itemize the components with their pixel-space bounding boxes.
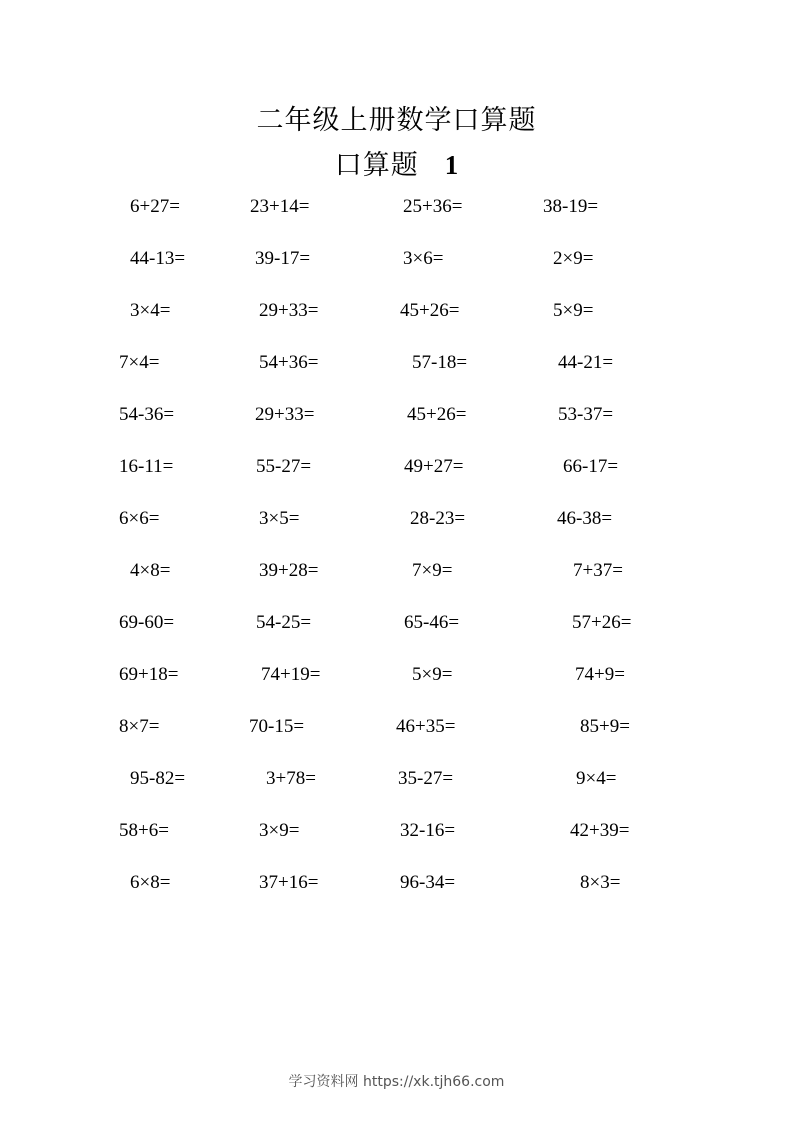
problem-r8-c3: 7×9= [412, 560, 453, 581]
problem-r2-c4: 2×9= [553, 248, 594, 269]
problem-r7-c1: 6×6= [119, 508, 160, 529]
problem-r1-c4: 38-19= [543, 196, 599, 217]
problem-r12-c3: 35-27= [398, 768, 454, 789]
problem-r4-c1: 7×4= [119, 352, 160, 373]
problem-r10-c2: 74+19= [261, 664, 321, 685]
problem-r13-c1: 58+6= [119, 820, 169, 841]
problem-r11-c2: 70-15= [249, 716, 305, 737]
problem-r4-c3: 57-18= [412, 352, 468, 373]
page-title: 二年级上册数学口算题 [256, 105, 537, 136]
problem-r11-c4: 85+9= [580, 716, 630, 737]
problem-r11-c3: 46+35= [396, 716, 456, 737]
problem-r5-c1: 54-36= [119, 404, 175, 425]
problem-r2-c1: 44-13= [130, 248, 186, 269]
problem-r11-c1: 8×7= [119, 716, 160, 737]
problem-r13-c3: 32-16= [400, 820, 456, 841]
subtitle-number: 1 [444, 150, 459, 180]
problem-r5-c2: 29+33= [255, 404, 315, 425]
problem-r14-c3: 96-34= [400, 872, 456, 893]
problem-r5-c3: 45+26= [407, 404, 467, 425]
problem-r14-c2: 37+16= [259, 872, 319, 893]
problem-r8-c2: 39+28= [259, 560, 319, 581]
problem-r7-c4: 46-38= [557, 508, 613, 529]
problem-r9-c1: 69-60= [119, 612, 175, 633]
problem-r6-c1: 16-11= [119, 456, 174, 477]
problem-r5-c4: 53-37= [558, 404, 614, 425]
problem-r14-c4: 8×3= [580, 872, 621, 893]
problem-r13-c2: 3×9= [259, 820, 300, 841]
problem-r2-c2: 39-17= [255, 248, 311, 269]
problem-r4-c2: 54+36= [259, 352, 319, 373]
problem-r9-c4: 57+26= [572, 612, 632, 633]
footer-watermark: 学习资料网 https://xk.tjh66.com [288, 1074, 505, 1090]
problem-r3-c4: 5×9= [553, 300, 594, 321]
problem-r1-c2: 23+14= [250, 196, 310, 217]
problem-r4-c4: 44-21= [558, 352, 614, 373]
problem-r8-c4: 7+37= [573, 560, 623, 581]
problem-r8-c1: 4×8= [130, 560, 171, 581]
problem-r3-c2: 29+33= [259, 300, 319, 321]
problem-r1-c3: 25+36= [403, 196, 463, 217]
problem-r9-c3: 65-46= [404, 612, 460, 633]
problem-r12-c4: 9×4= [576, 768, 617, 789]
problem-r7-c2: 3×5= [259, 508, 300, 529]
problem-r14-c1: 6×8= [130, 872, 171, 893]
problem-r10-c1: 69+18= [119, 664, 179, 685]
problem-r6-c4: 66-17= [563, 456, 619, 477]
problem-r9-c2: 54-25= [256, 612, 312, 633]
problem-r1-c1: 6+27= [130, 196, 180, 217]
problem-r13-c4: 42+39= [570, 820, 630, 841]
problem-r7-c3: 28-23= [410, 508, 466, 529]
problem-r3-c1: 3×4= [130, 300, 171, 321]
problem-r6-c3: 49+27= [404, 456, 464, 477]
problem-r3-c3: 45+26= [400, 300, 460, 321]
subtitle-text: 口算题 [334, 150, 419, 181]
problem-r12-c1: 95-82= [130, 768, 186, 789]
page-subtitle [0, 143, 793, 182]
problem-r2-c3: 3×6= [403, 248, 444, 269]
problem-r10-c4: 74+9= [575, 664, 625, 685]
problem-r12-c2: 3+78= [266, 768, 316, 789]
problem-r10-c3: 5×9= [412, 664, 453, 685]
problem-r6-c2: 55-27= [256, 456, 312, 477]
